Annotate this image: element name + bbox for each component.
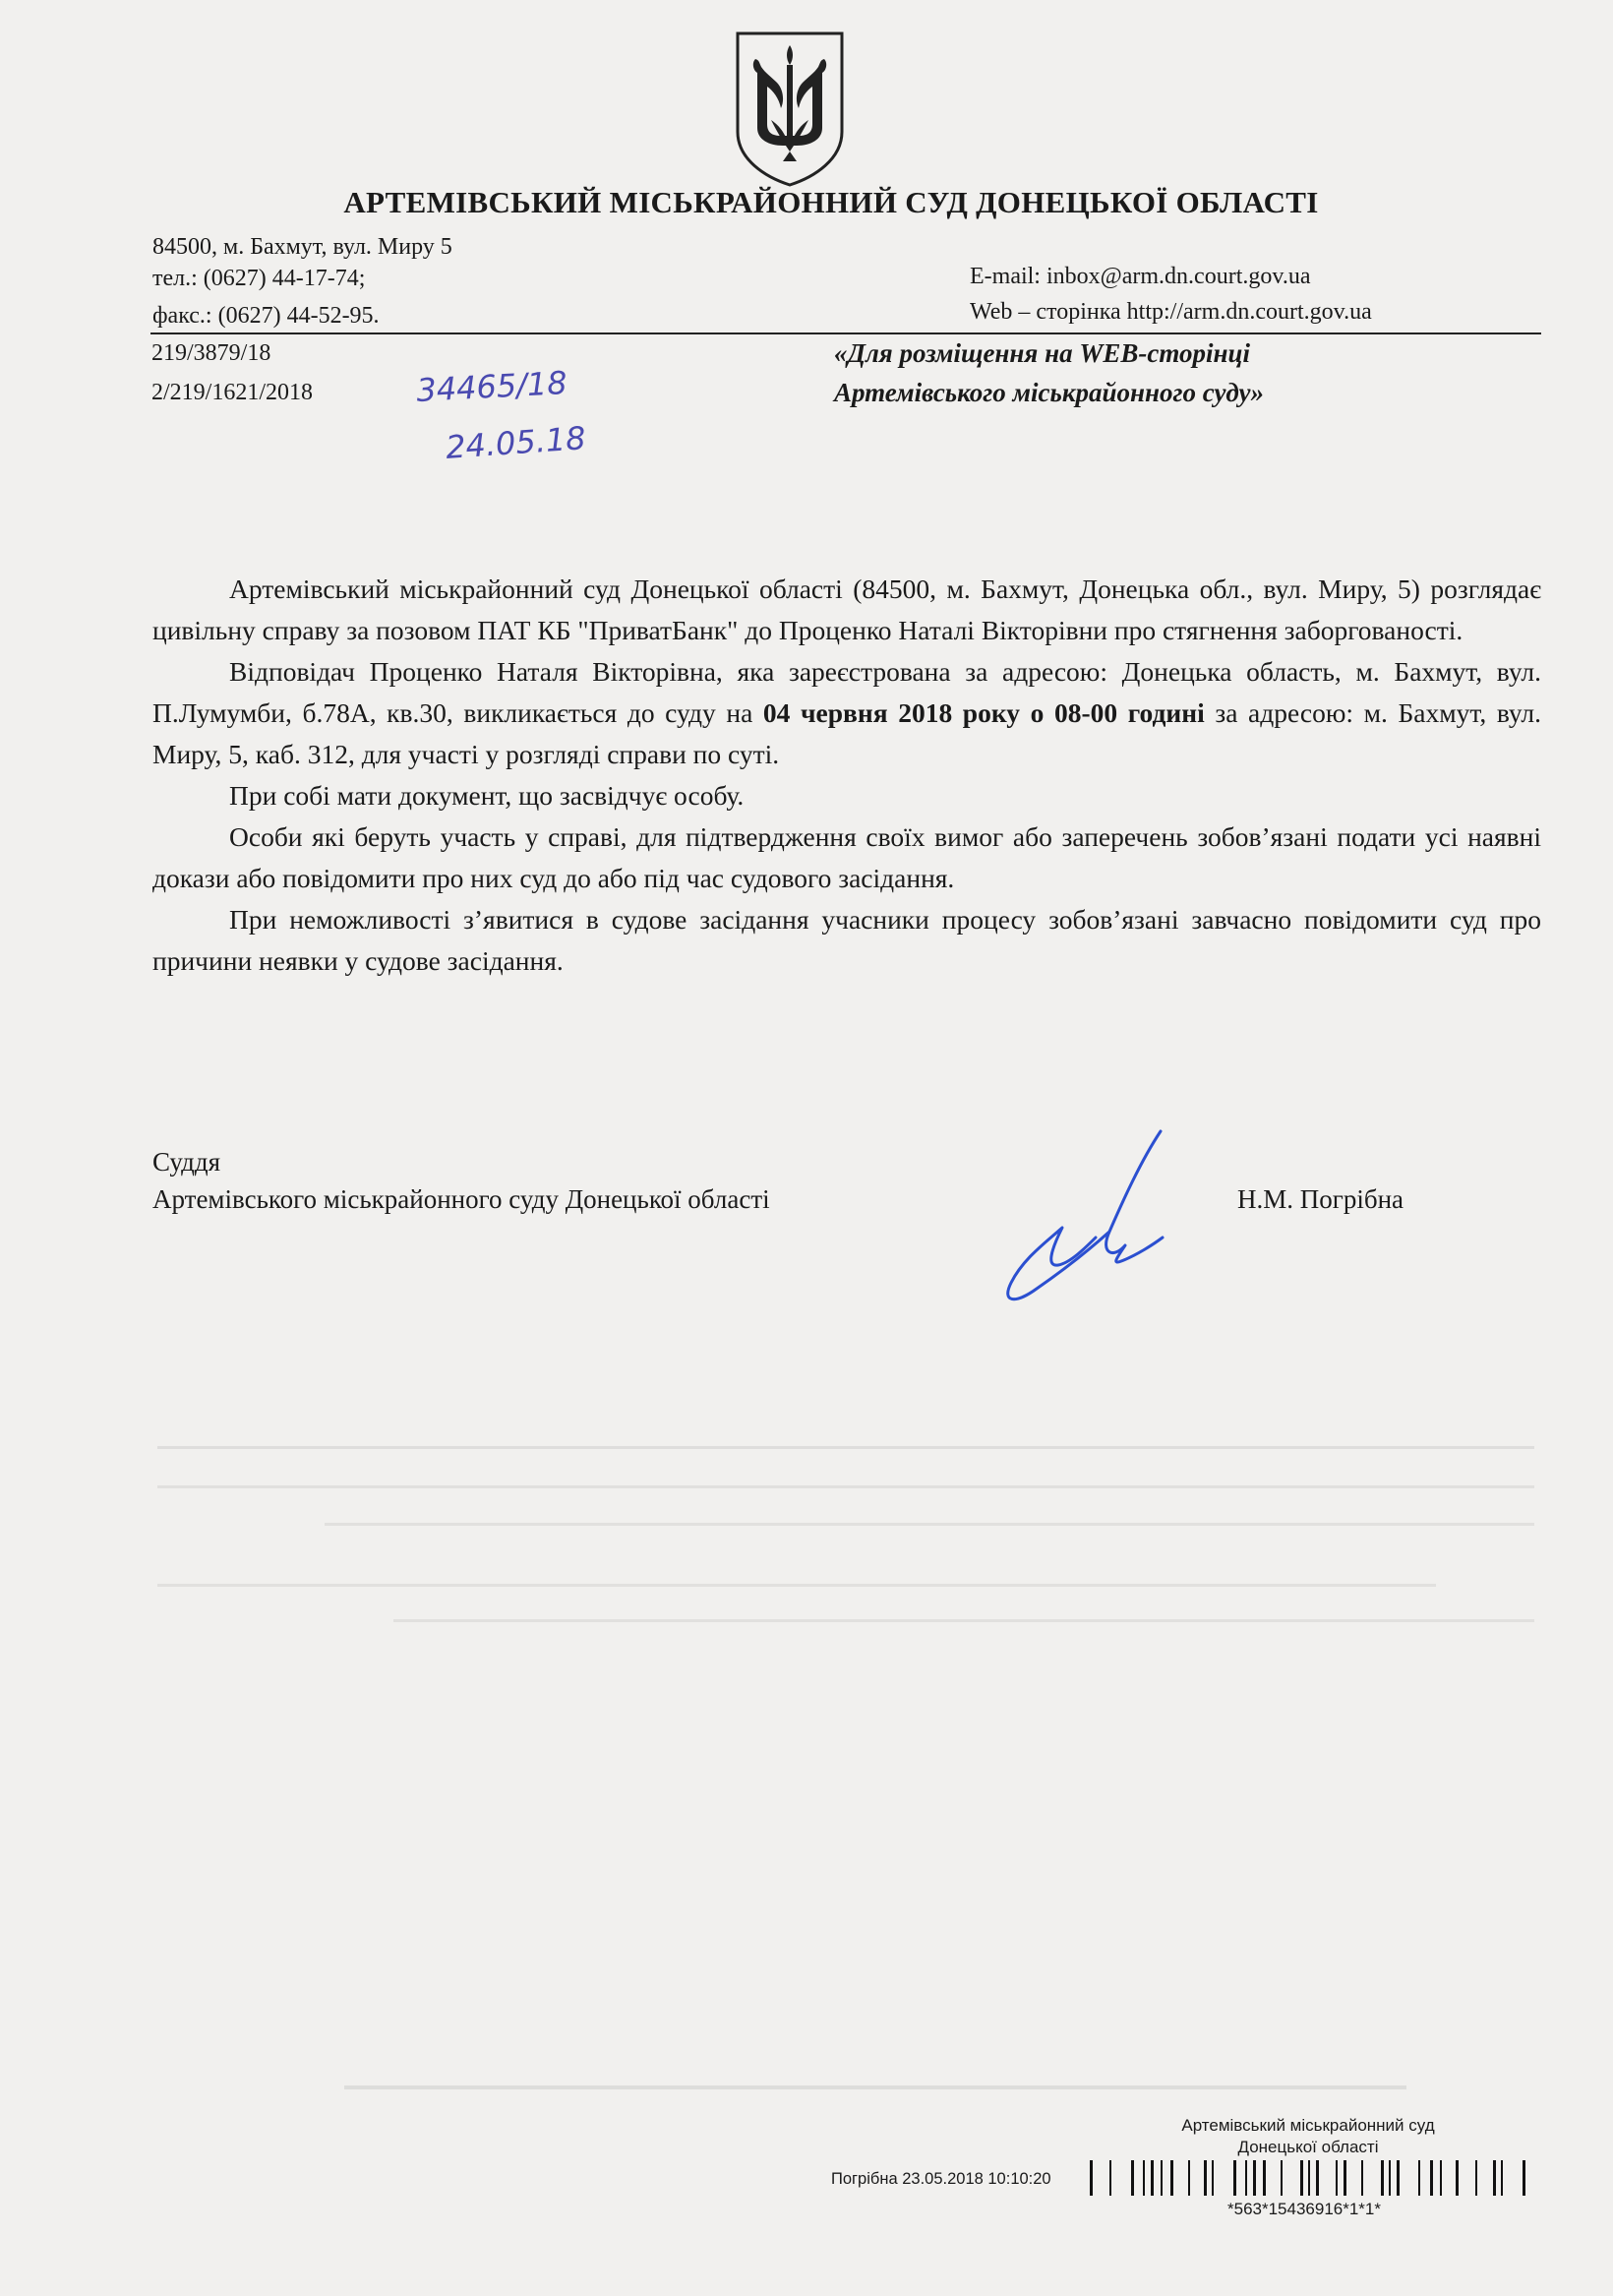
footer-court-name (1131, 2115, 1485, 2158)
bleed-through-mark (157, 1485, 1534, 1488)
bleed-through-mark (393, 1619, 1534, 1622)
handwritten-number: 34465/18 (415, 364, 568, 409)
bleed-through-mark (157, 1446, 1534, 1449)
paragraph-absence: При неможливості з’явитися в судове засідання учасники процесу зобов’язані завчасно повідомити суд про причини неявки у судове засідання. (152, 904, 1541, 976)
case-number: 219/3879/18 (151, 340, 271, 366)
footer-court-line2: Донецької області (1237, 2138, 1379, 2156)
court-website: Web – сторінка http://arm.dn.court.gov.ua (970, 299, 1372, 325)
court-address: 84500, м. Бахмут, вул. Миру 5 (152, 234, 452, 260)
paragraph-intro: Артемівський міськрайонний суд Донецької області (84500, м. Бахмут, Донецька обл., вул. Миру, 5) розглядає цивільну справу за позовом ПАТ КБ "ПриватБанк" до Проценко Наталі Вікторівни про стягнення заборгованості. (152, 574, 1541, 645)
web-note-line1: «Для розміщення на WEB-сторінці (834, 338, 1250, 368)
handwritten-date: 24.05.18 (444, 419, 587, 466)
document-barcode (1090, 2160, 1532, 2200)
court-title: АРТЕМІВСЬКИЙ МІСЬКРАЙОННИЙ СУД ДОНЕЦЬКОЇ ОБЛАСТІ (343, 185, 1319, 219)
footer-signature-timestamp: Погрібна 23.05.2018 10:10:20 (831, 2170, 1051, 2188)
judge-role: Суддя (152, 1147, 221, 1177)
court-fax: факс.: (0627) 44-52-95. (152, 303, 380, 329)
paragraph-summons (152, 651, 1541, 775)
handwritten-registration (403, 354, 629, 472)
court-phone: тел.: (0627) 44-17-74; (152, 266, 366, 291)
bleed-through-mark (344, 2085, 1406, 2089)
paragraph-id-document: При собі мати документ, що засвідчує особу. (229, 780, 745, 811)
court-email: E-mail: inbox@arm.dn.court.gov.ua (970, 264, 1311, 289)
web-note-line2: Артемівського міськрайонного суду» (834, 378, 1264, 407)
bleed-through-mark (325, 1523, 1534, 1526)
footer-court-line1: Артемівський міськрайонний суд (1181, 2116, 1435, 2135)
judge-court: Артемівського міськрайонного суду Донецької області (152, 1184, 770, 1214)
judge-name: Н.М. Погрібна (1237, 1184, 1404, 1214)
paragraph-evidence: Особи які беруть участь у справі, для підтвердження своїх вимог або заперечень зобов’язані подати усі наявні докази або повідомити про них суд до або під час судового засідання. (152, 821, 1541, 893)
signature-image (993, 1121, 1170, 1318)
document-body (152, 569, 1541, 982)
header-divider (150, 332, 1541, 334)
coat-of-arms-icon (732, 30, 848, 187)
summons-text-end: за адресою: м. Бахмут, вул. Миру, 5, каб. 312, для участі у розгляді справи по суті. (152, 697, 1542, 769)
hearing-datetime: 04 червня 2018 року о 08-00 годині (762, 697, 1205, 728)
summons-text-start: Відповідач Проценко Наталя Вікторівна, яка зареєстрована за адресою: Донецька область, м. Бахмут, вул. П.Лумумби, б.78А, кв.30, викликається до суду на (152, 656, 1541, 728)
barcode-number: *563*15436916*1*1* (1227, 2200, 1381, 2218)
proceeding-number: 2/219/1621/2018 (151, 380, 314, 405)
bleed-through-mark (157, 1584, 1436, 1587)
